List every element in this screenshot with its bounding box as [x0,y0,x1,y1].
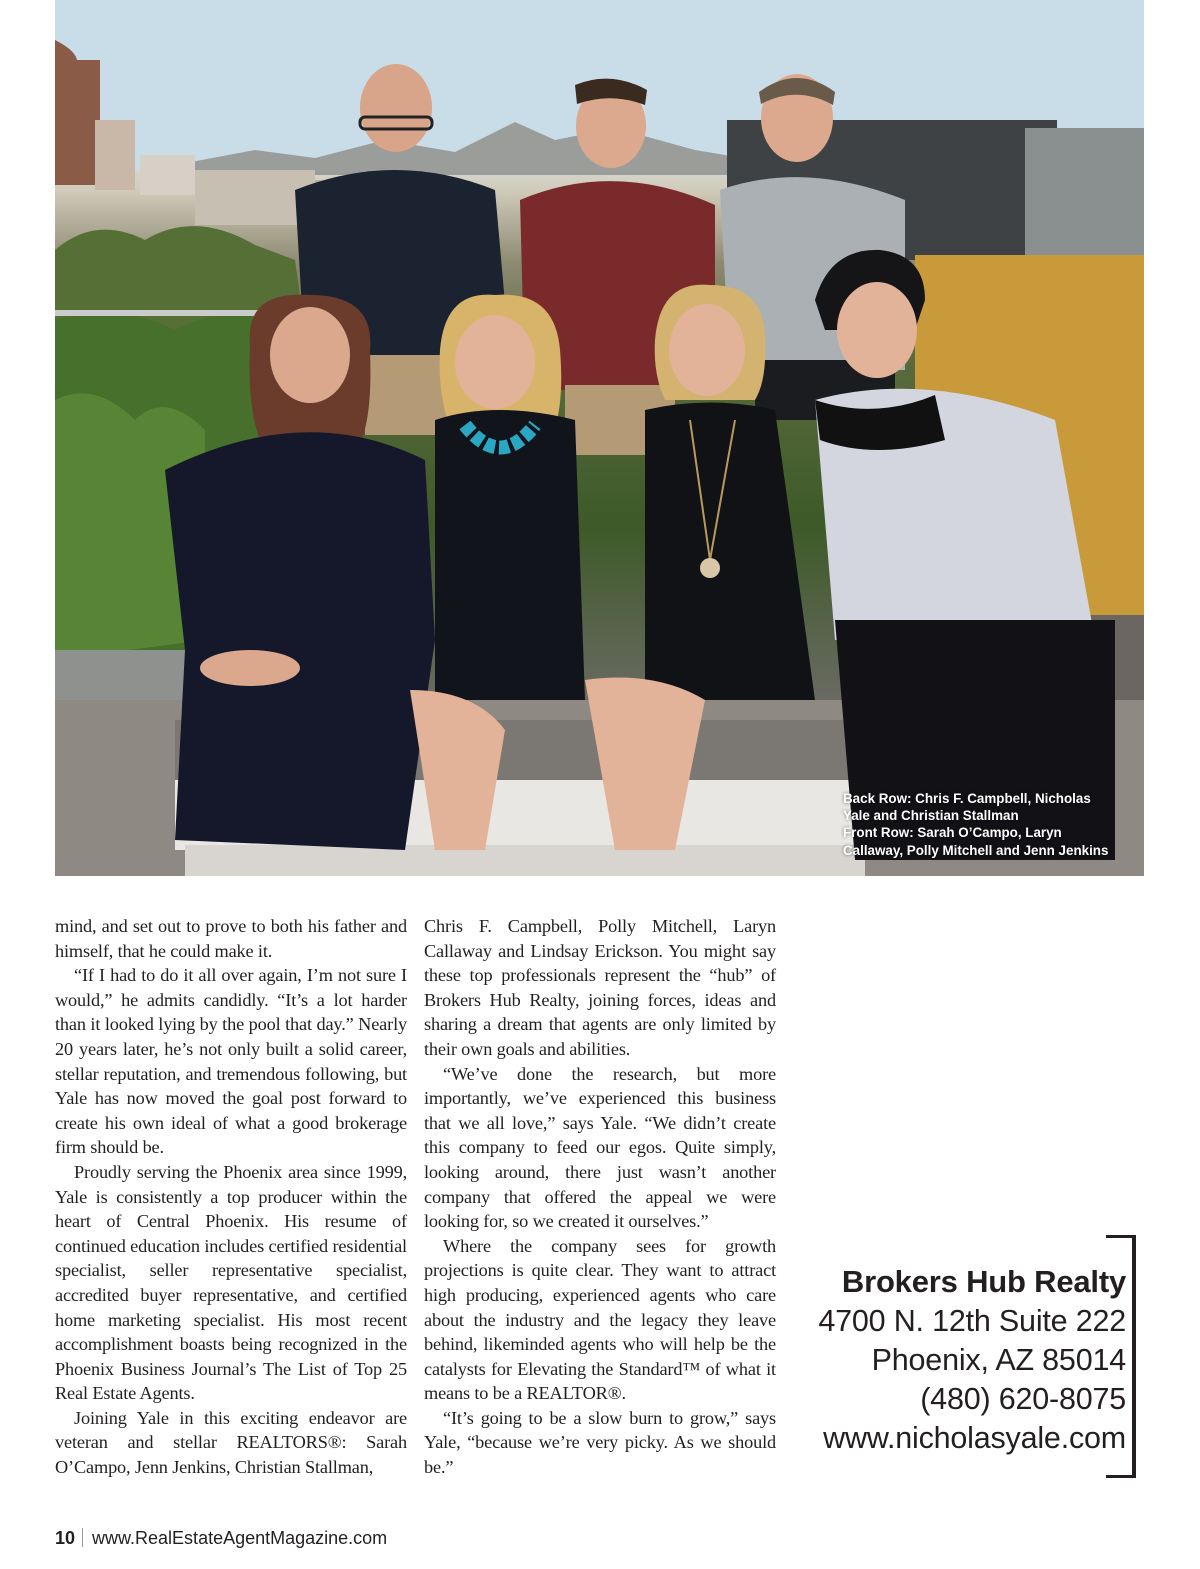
paragraph: “If I had to do it all over again, I’m not sure I would,” he admits candidly. “It’s a lot harder than it looked lying by the pool that day.” Nearly 20 years later, he’s not only built a solid career, stellar reputation, and tremendous following, but Yale has now moved the goal post forward to create his own ideal of what a good brokerage firm should be. [55,965,407,1158]
magazine-website-link[interactable]: www.RealEstateAgentMagazine.com [92,1528,388,1548]
paragraph: Chris F. Campbell, Polly Mitchell, Laryn Callaway and Lindsay Erickson. You might say these top professionals represent the “hub” of Brokers Hub Realty, joining forces, ideas and sharing a dream that agents are only limited by their own goals and abilities. [424,916,776,1059]
article-column-2 [424,914,776,1480]
company-phone[interactable]: (480) 620-8075 [920,1382,1126,1416]
footer-divider [82,1528,83,1547]
company-city: Phoenix, AZ 85014 [871,1343,1126,1377]
company-name: Brokers Hub Realty [841,1264,1126,1299]
team-photo-illustration [55,0,1144,876]
page-number: 10 [55,1528,76,1548]
paragraph: Proudly serving the Phoenix area since 1999, Yale is consistently a top producer within the heart of Central Phoenix. His resume of continued education includes certified residential specialist, seller representative specialist, accredited buyer representative, and certified home marketing specialist. His most recent accomplishment boasts being recognized in the Phoenix Business Journal’s The List of Top 25 Real Estate Agents. [55,1161,407,1404]
paragraph: “It’s going to be a slow burn to grow,” says Yale, “because we’re very picky. As we should be.” [424,1407,776,1478]
caption-line: Callaway, Polly Mitchell and Jenn Jenkins [843,842,1109,858]
caption-line: Front Row: Sarah O’Campo, Laryn [843,825,1062,841]
paragraph: Joining Yale in this exciting endeavor are veteran and stellar REALTORS®: Sarah O’Campo, Jenn Jenkins, Christian Stallman, [55,1407,407,1478]
paragraph: “We’ve done the research, but more importantly, we’ve experienced this business that we all love,” says Yale. “We didn’t create this company to feed our egos. Quite simply, looking around, there just wasn’t another company that offered the appeal we were looking for, so we created it ourselves.” [424,1063,776,1232]
photo-caption [843,790,1133,859]
team-photo [55,0,1144,876]
paragraph: Where the company sees for growth projections is quite clear. They want to attract high producing, experienced agents who care about the industry and the legacy they leave behind, likeminded agents who will help be the catalysts for Elevating the Standard™ of what it means to be a REALTOR®. [424,1235,776,1404]
caption-line: Back Row: Chris F. Campbell, Nicholas [843,791,1091,806]
company-website-link[interactable]: www.nicholasyale.com [823,1421,1126,1455]
caption-line: Yale and Christian Stallman [843,808,1019,824]
contact-block [790,1262,1126,1458]
company-address: 4700 N. 12th Suite 222 [818,1304,1126,1338]
article-column-1 [55,914,407,1480]
paragraph: mind, and set out to prove to both his father and himself, that he could make it. [55,916,407,961]
page-footer [55,1526,387,1550]
